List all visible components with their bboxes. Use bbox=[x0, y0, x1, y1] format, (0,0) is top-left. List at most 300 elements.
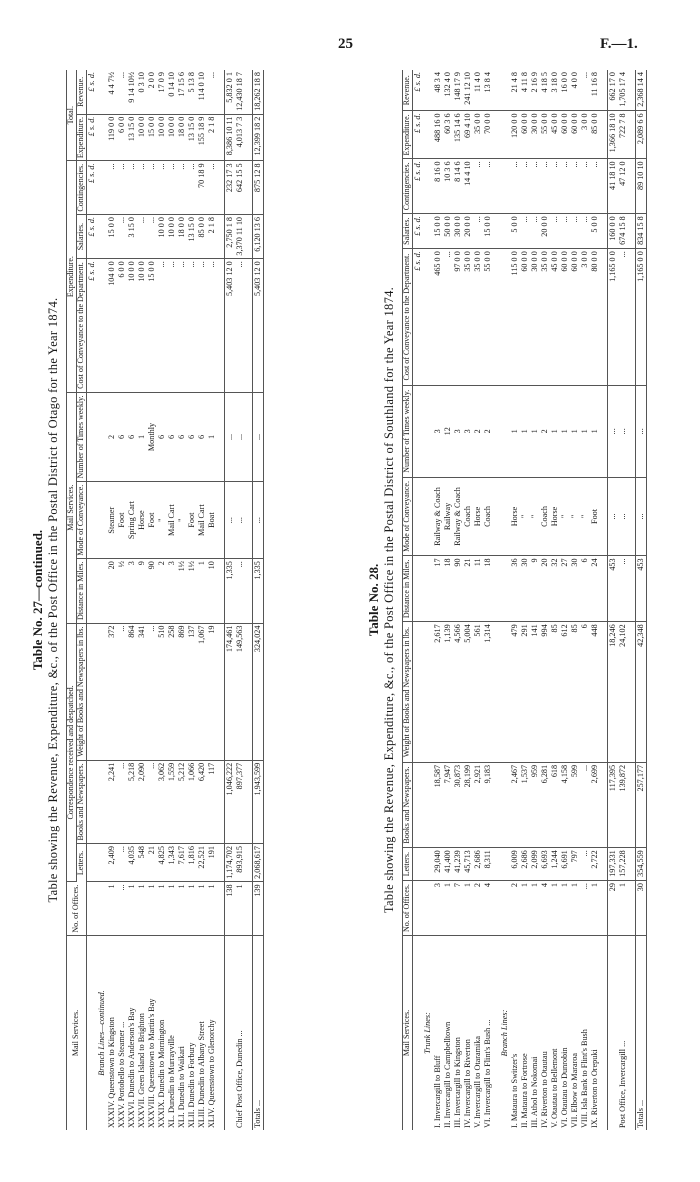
table-cell: 41,239 bbox=[453, 848, 463, 881]
table-cell: ... bbox=[117, 161, 127, 215]
table-cell: ... bbox=[618, 386, 628, 478]
table-cell: 41 18 10 bbox=[607, 159, 618, 214]
table-cell: 3 0 0 bbox=[580, 111, 590, 159]
table-cell: 55 0 0 bbox=[540, 111, 550, 159]
table-cell: 1 bbox=[550, 881, 560, 936]
section-branch-lines bbox=[97, 70, 107, 1130]
table-cell: 1,343 bbox=[167, 844, 177, 882]
spacer-row bbox=[600, 70, 608, 1130]
table-cell: Mail Cart bbox=[197, 482, 207, 559]
table-cell: ... bbox=[473, 214, 483, 249]
table-cell: ... bbox=[137, 161, 147, 215]
table-cell: 20 0 0 bbox=[463, 214, 473, 249]
table-row bbox=[510, 70, 520, 1130]
table-cell bbox=[97, 392, 107, 481]
table-cell: ... bbox=[570, 214, 580, 249]
table-cell: 29 bbox=[607, 881, 618, 936]
table-cell: ... bbox=[252, 392, 263, 481]
table-cell: 42,348 bbox=[635, 622, 646, 763]
table-cell: 561 bbox=[473, 622, 483, 763]
table-cell: ... bbox=[224, 482, 235, 559]
page-number: 25 bbox=[338, 36, 353, 52]
table-cell: 174,461 bbox=[224, 623, 235, 760]
table-cell bbox=[86, 559, 97, 623]
table-cell bbox=[500, 848, 510, 881]
table-cell: 7,617 bbox=[177, 844, 187, 882]
table-cell bbox=[97, 114, 107, 161]
table-cell: XXXVIII. Queenstown to Martin's Bay bbox=[146, 998, 156, 1128]
table28-column-header: Letters. bbox=[403, 848, 413, 881]
table-cell: ... bbox=[443, 249, 453, 386]
table-cell: 5 0 0 bbox=[510, 214, 520, 249]
table-cell: ... bbox=[520, 159, 530, 214]
table-cell: 1,366 18 10 bbox=[607, 111, 618, 159]
table-cell: ... bbox=[157, 161, 167, 215]
table-cell: ... bbox=[127, 161, 137, 215]
table-cell: £ s. d. bbox=[412, 159, 423, 214]
table-cell: 15 0 0 bbox=[147, 259, 157, 393]
table-cell: XXXV. Portobello to Steamer ... bbox=[116, 1021, 126, 1128]
table-cell bbox=[500, 762, 510, 847]
table-cell bbox=[423, 848, 433, 881]
table-cell: 2,467 bbox=[510, 762, 520, 847]
table-cell: 8,386 10 11 bbox=[224, 114, 235, 161]
table-cell: 1 bbox=[560, 881, 570, 936]
table-cell: 2,409 bbox=[107, 844, 117, 882]
table-cell: 2 bbox=[473, 386, 483, 478]
table-cell: 1 bbox=[570, 881, 580, 936]
table-cell: 7,947 bbox=[443, 762, 453, 847]
table-row bbox=[453, 70, 463, 1130]
table-cell: " bbox=[520, 477, 530, 556]
table-cell: ... bbox=[635, 477, 646, 556]
table-cell: 35 0 0 bbox=[473, 249, 483, 386]
spacer-row bbox=[217, 70, 225, 1130]
table-cell: 10 0 0 bbox=[137, 114, 147, 161]
table-cell: 17 bbox=[433, 556, 443, 622]
table-cell bbox=[86, 882, 97, 936]
table-cell: 197,331 bbox=[607, 848, 618, 881]
table-cell: 13 15 0 bbox=[187, 214, 197, 258]
table-cell bbox=[86, 482, 97, 559]
table-cell: I. Mataura to Switzer's bbox=[509, 1053, 519, 1128]
table-cell: 119 0 0 bbox=[107, 114, 117, 161]
table-cell: 2 bbox=[473, 881, 483, 936]
table-row bbox=[197, 70, 207, 1130]
table-cell: 1,165 0 0 bbox=[607, 249, 618, 386]
table-cell: 10 3 6 bbox=[443, 159, 453, 214]
table-cell: 959 bbox=[530, 762, 540, 847]
subtotal-row bbox=[224, 70, 235, 1130]
table-cell: 1 bbox=[520, 881, 530, 936]
table-cell: XXXVI. Dunedin to Anderson's Bay bbox=[126, 1007, 136, 1128]
table28-column-header: Weight of Books and Newspapers in lbs. bbox=[403, 622, 413, 763]
table-cell: Foot bbox=[590, 477, 600, 556]
table-cell: Foot bbox=[117, 482, 127, 559]
table-cell: ... bbox=[207, 161, 217, 215]
table-cell: Horse bbox=[473, 477, 483, 556]
table-cell: 30 0 0 bbox=[530, 111, 540, 159]
col-revenue: Revenue. bbox=[76, 70, 86, 114]
table-cell: 6 bbox=[157, 392, 167, 481]
table-cell: 642 15 5 bbox=[235, 161, 245, 215]
table-cell: VI. Otautau to Dunrobin bbox=[559, 1047, 569, 1128]
table-cell: ... bbox=[580, 214, 590, 249]
table-cell: 13 15 0 bbox=[127, 114, 137, 161]
table-cell: 599 bbox=[570, 762, 580, 847]
table-cell: 722 7 8 bbox=[618, 111, 628, 159]
table-cell: 465 0 0 bbox=[433, 249, 443, 386]
table-cell: 30 0 0 bbox=[530, 249, 540, 386]
table-cell: 1,335 bbox=[252, 559, 263, 623]
table-cell: 1 bbox=[235, 882, 245, 936]
table-cell: 9 bbox=[137, 559, 147, 623]
table-cell: 5,004 bbox=[463, 622, 473, 763]
table-cell: ... bbox=[483, 159, 493, 214]
table-cell: 85 0 0 bbox=[197, 214, 207, 258]
col-no-offices: No. of Offices. bbox=[67, 882, 87, 936]
table-cell: 20 bbox=[540, 556, 550, 622]
table-cell: VI. Invercargill to Flint's Bush ... bbox=[482, 1019, 492, 1128]
table-cell: 32 bbox=[550, 556, 560, 622]
table28 bbox=[402, 70, 647, 1130]
table-cell: 6 0 0 bbox=[117, 114, 127, 161]
table-cell bbox=[500, 159, 510, 214]
table-cell: Monthly bbox=[147, 392, 157, 481]
table-cell: 10 0 0 bbox=[167, 214, 177, 258]
table-cell: 1,244 bbox=[550, 848, 560, 881]
table-cell: Foot bbox=[187, 482, 197, 559]
document-code: F.—1. bbox=[600, 36, 638, 52]
table-row bbox=[187, 70, 197, 1130]
table-row bbox=[127, 70, 137, 1130]
table-cell: 85 0 0 bbox=[590, 111, 600, 159]
table-cell: 18 bbox=[483, 556, 493, 622]
table-cell: Mail Cart bbox=[167, 482, 177, 559]
table-cell: ... bbox=[117, 70, 127, 114]
table-cell bbox=[500, 386, 510, 478]
table-cell: 30 0 0 bbox=[453, 214, 463, 249]
table-cell: 6,420 bbox=[197, 760, 207, 843]
table-cell: " bbox=[177, 482, 187, 559]
table-row bbox=[570, 70, 580, 1130]
table28-column-header: Mail Services. bbox=[403, 936, 413, 1131]
table-cell: III. Athol to Nokomai bbox=[529, 1056, 539, 1128]
col-distance: Distance in Miles. bbox=[76, 559, 86, 623]
table-cell: 6 bbox=[187, 392, 197, 481]
table-cell: Foot bbox=[147, 482, 157, 559]
table-cell: 90 bbox=[147, 559, 157, 623]
table-cell: 869 bbox=[177, 623, 187, 760]
table-cell: 148 17 9 bbox=[453, 70, 463, 111]
table-cell: Railway & Coach bbox=[453, 477, 463, 556]
table-cell: 85 bbox=[550, 622, 560, 763]
table-cell bbox=[97, 623, 107, 760]
table-row bbox=[540, 70, 550, 1130]
spacer-row bbox=[493, 70, 500, 1130]
section-label: Branch Lines—continued. bbox=[96, 990, 106, 1076]
table-cell bbox=[500, 556, 510, 622]
table-cell: ... bbox=[137, 214, 147, 258]
table-cell: 3,062 bbox=[157, 760, 167, 843]
table-cell: 160 0 0 bbox=[607, 214, 618, 249]
table-cell: 22,521 bbox=[197, 844, 207, 882]
table-cell bbox=[423, 159, 433, 214]
table-cell: 6 bbox=[177, 392, 187, 481]
table-cell: 258 bbox=[167, 623, 177, 760]
totals-row bbox=[252, 70, 263, 1130]
table-cell: 6,120 13 6 bbox=[252, 214, 263, 258]
table-cell: 191 bbox=[207, 844, 217, 882]
table-cell: 1 bbox=[510, 386, 520, 478]
table-cell: ... bbox=[540, 159, 550, 214]
table-cell: 21 bbox=[463, 556, 473, 622]
table-cell: 10 0 0 bbox=[137, 259, 147, 393]
table-cell: 41,400 bbox=[443, 848, 453, 881]
table-cell: 19 bbox=[207, 623, 217, 760]
table28-caption: Table showing the Revenue, Expenditure, &c., of the Post Office in the Postal District of Southland for the Year 1874. bbox=[382, 286, 396, 914]
table-cell: ... bbox=[187, 259, 197, 393]
table-cell: 18 0 0 bbox=[177, 114, 187, 161]
table-cell: 60 0 0 bbox=[560, 111, 570, 159]
table-cell: ... bbox=[167, 259, 177, 393]
table-cell: 35 0 0 bbox=[540, 249, 550, 386]
table-cell: 15 0 0 bbox=[147, 114, 157, 161]
table-cell: 69 4 10 bbox=[463, 111, 473, 159]
table-cell: 20 0 0 bbox=[540, 214, 550, 249]
table-cell: Coach bbox=[483, 477, 493, 556]
table-cell: 35 0 0 bbox=[473, 111, 483, 159]
table-cell: Horse bbox=[510, 477, 520, 556]
spacer-row bbox=[628, 70, 636, 1130]
table-cell: 114 0 10 bbox=[197, 70, 207, 114]
table-cell: 1 bbox=[127, 882, 137, 936]
table-cell: 60 0 0 bbox=[520, 249, 530, 386]
table-cell: 1½ bbox=[177, 559, 187, 623]
table-cell: 1 bbox=[137, 882, 147, 936]
table-cell: 10 0 0 bbox=[167, 114, 177, 161]
table-cell: 9 14 10½ bbox=[127, 70, 137, 114]
table-cell: 0 3 10 bbox=[137, 70, 147, 114]
table-cell: 21 bbox=[147, 844, 157, 882]
table-cell: 15 0 0 bbox=[483, 214, 493, 249]
table-row bbox=[560, 70, 570, 1130]
table-cell: 50 0 0 bbox=[443, 214, 453, 249]
table28-column-header: Contingencies. bbox=[403, 159, 413, 214]
table-cell bbox=[224, 936, 235, 1131]
table-cell: ... bbox=[147, 214, 157, 258]
table28-column-header: Distance in Miles. bbox=[403, 556, 413, 622]
subtotal-row bbox=[607, 70, 618, 1130]
col-mail-services: Mail Services. bbox=[67, 936, 87, 1131]
table-cell bbox=[97, 760, 107, 843]
table-cell: 2,699 bbox=[590, 762, 600, 847]
table-cell: Totals ... bbox=[635, 936, 646, 1131]
table-cell: 18,262 18 8 bbox=[252, 70, 263, 114]
table-cell bbox=[412, 622, 423, 763]
table-cell: Railway bbox=[443, 477, 453, 556]
table-cell: 1,165 0 0 bbox=[635, 249, 646, 386]
table-row bbox=[463, 70, 473, 1130]
table-cell: 1,139 bbox=[443, 622, 453, 763]
table-cell: Horse bbox=[550, 477, 560, 556]
table-cell: 115 0 0 bbox=[510, 249, 520, 386]
table-cell: 1 bbox=[530, 386, 540, 478]
table-cell: ... bbox=[580, 159, 590, 214]
table-cell: 55 0 0 bbox=[483, 249, 493, 386]
table-cell: 1,314 bbox=[483, 622, 493, 763]
table-cell: 1 bbox=[580, 386, 590, 478]
table-cell: V. Invercargill to Otaramika bbox=[472, 1035, 482, 1128]
table-cell: 4,566 bbox=[453, 622, 463, 763]
table27-caption: Table showing the Revenue, Expenditure, &c., of the Post Office in the Postal District of Otago for the Year 1874. bbox=[46, 297, 60, 903]
table-cell: ... bbox=[147, 760, 157, 843]
table-cell: 141 bbox=[530, 622, 540, 763]
table-cell bbox=[86, 760, 97, 843]
table-row bbox=[550, 70, 560, 1130]
table-cell: ... bbox=[550, 214, 560, 249]
table-cell: " bbox=[580, 477, 590, 556]
table-cell bbox=[97, 70, 107, 114]
table-cell: 1 bbox=[530, 881, 540, 936]
table-cell: 1 bbox=[167, 882, 177, 936]
table-cell bbox=[423, 249, 433, 386]
table-cell: ... bbox=[530, 159, 540, 214]
table-cell: 5,218 bbox=[127, 760, 137, 843]
table-cell: 4 bbox=[483, 881, 493, 936]
table-cell bbox=[412, 556, 423, 622]
table-cell: 2 bbox=[540, 386, 550, 478]
table-cell bbox=[500, 214, 510, 249]
table-cell: 8,311 bbox=[483, 848, 493, 881]
table-cell: 2 bbox=[510, 881, 520, 936]
table-row bbox=[443, 70, 453, 1130]
table-cell: 10 0 0 bbox=[127, 259, 137, 393]
table-cell: 6 bbox=[580, 622, 590, 763]
col-contingencies: Contingencies. bbox=[76, 161, 86, 215]
table-cell bbox=[500, 881, 510, 936]
table-cell: XXXIX. Dunedin to Mornington bbox=[156, 1019, 166, 1128]
table-cell bbox=[423, 111, 433, 159]
table-cell: ... bbox=[117, 882, 127, 936]
table-cell bbox=[500, 622, 510, 763]
table28-column-header: Mode of Conveyance. bbox=[403, 477, 413, 556]
table-cell: ... bbox=[117, 623, 127, 760]
table-cell: £ s. d. bbox=[412, 249, 423, 386]
table-cell: 372 bbox=[107, 623, 117, 760]
table-row bbox=[590, 70, 600, 1130]
table-cell: 48 3 4 bbox=[433, 70, 443, 111]
table-cell: 132 4 0 bbox=[443, 70, 453, 111]
table-cell: 5 0 0 bbox=[590, 214, 600, 249]
table-cell: ... bbox=[560, 214, 570, 249]
table-cell: 80 0 0 bbox=[590, 249, 600, 386]
table-cell: " bbox=[530, 477, 540, 556]
table-cell: 28,199 bbox=[463, 762, 473, 847]
table-cell: 3 bbox=[433, 386, 443, 478]
col-cost: Cost of Conveyance to the Department. bbox=[76, 259, 86, 393]
table-cell: ... bbox=[224, 392, 235, 481]
table-cell: 30 bbox=[635, 881, 646, 936]
table-cell bbox=[97, 882, 107, 936]
table-cell: ... bbox=[147, 161, 157, 215]
table-cell: 5,403 12 0 bbox=[224, 259, 235, 393]
table-cell: 70 18 9 bbox=[197, 161, 207, 215]
table-cell: 1 bbox=[570, 386, 580, 478]
table-cell: IV. Riverton to Otautau bbox=[539, 1051, 549, 1128]
table-cell: 257,177 bbox=[635, 762, 646, 847]
table-cell bbox=[423, 386, 433, 478]
table-cell: 29,040 bbox=[433, 848, 443, 881]
table-row bbox=[137, 70, 147, 1130]
table-cell: XLI. Dunedin to Waikari bbox=[176, 1046, 186, 1128]
table-cell: 24 bbox=[590, 556, 600, 622]
table-cell: £ s. d. bbox=[412, 111, 423, 159]
table-row bbox=[520, 70, 530, 1130]
table-cell: 60 0 0 bbox=[560, 249, 570, 386]
group-correspondence: Correspondence received and despatched. bbox=[67, 623, 77, 882]
table-cell: 138 bbox=[224, 882, 235, 936]
table-cell: V. Otautau to Bellemont bbox=[549, 1048, 559, 1128]
table-cell: ½ bbox=[117, 559, 127, 623]
table-cell: 4 0 0 bbox=[570, 70, 580, 111]
totals-row bbox=[635, 70, 646, 1130]
table-cell: 1 bbox=[443, 881, 453, 936]
table28-title: Table No. 28. bbox=[366, 563, 381, 637]
table-cell: VII. Elbow to Mararoa bbox=[569, 1052, 579, 1128]
table-cell: Spring Cart bbox=[127, 482, 137, 559]
table-cell: Coach bbox=[463, 477, 473, 556]
table-cell: ... bbox=[177, 259, 187, 393]
table-cell: 618 bbox=[550, 762, 560, 847]
table-cell: 479 bbox=[510, 622, 520, 763]
table28-column-header: Expenditure. bbox=[403, 111, 413, 159]
table-cell bbox=[423, 70, 433, 111]
table-cell: 15 0 0 bbox=[433, 214, 443, 249]
section-label: Trunk Lines: bbox=[422, 1012, 432, 1054]
table-cell: 1 bbox=[550, 386, 560, 478]
table-cell: 13 15 0 bbox=[187, 114, 197, 161]
col-weight: Weight of Books and Newspapers in lbs. bbox=[76, 623, 86, 760]
table-cell: 117,395 bbox=[607, 762, 618, 847]
table-cell: 2,686 bbox=[520, 848, 530, 881]
table-cell: 2,921 bbox=[473, 762, 483, 847]
table-cell: 1,067 bbox=[197, 623, 207, 760]
table-cell: 612 bbox=[560, 622, 570, 763]
table-row bbox=[530, 70, 540, 1130]
table-cell bbox=[412, 881, 423, 936]
table-cell: 149,563 bbox=[235, 623, 245, 760]
table-cell: Boat bbox=[207, 482, 217, 559]
table-cell: 4 18 5 bbox=[540, 70, 550, 111]
table-cell: 9 bbox=[530, 556, 540, 622]
table-cell bbox=[412, 762, 423, 847]
table-row bbox=[117, 70, 127, 1130]
table28-header bbox=[403, 70, 413, 1130]
chief-post-office-row bbox=[235, 70, 245, 1130]
table-cell: 11 bbox=[473, 556, 483, 622]
table-cell: ... bbox=[607, 386, 618, 478]
table-cell: 453 bbox=[635, 556, 646, 622]
table-cell: 2,368 14 4 bbox=[635, 70, 646, 111]
table-cell: 3 bbox=[433, 881, 443, 936]
table-cell: 11 4 0 bbox=[473, 70, 483, 111]
section-label: Branch Lines: bbox=[499, 1009, 509, 1057]
table-cell: 8 14 6 bbox=[453, 159, 463, 214]
table-cell: 2,099 bbox=[530, 848, 540, 881]
table-cell: 3 bbox=[463, 386, 473, 478]
table-cell: XLII. Dunedin to Forbury bbox=[186, 1042, 196, 1128]
